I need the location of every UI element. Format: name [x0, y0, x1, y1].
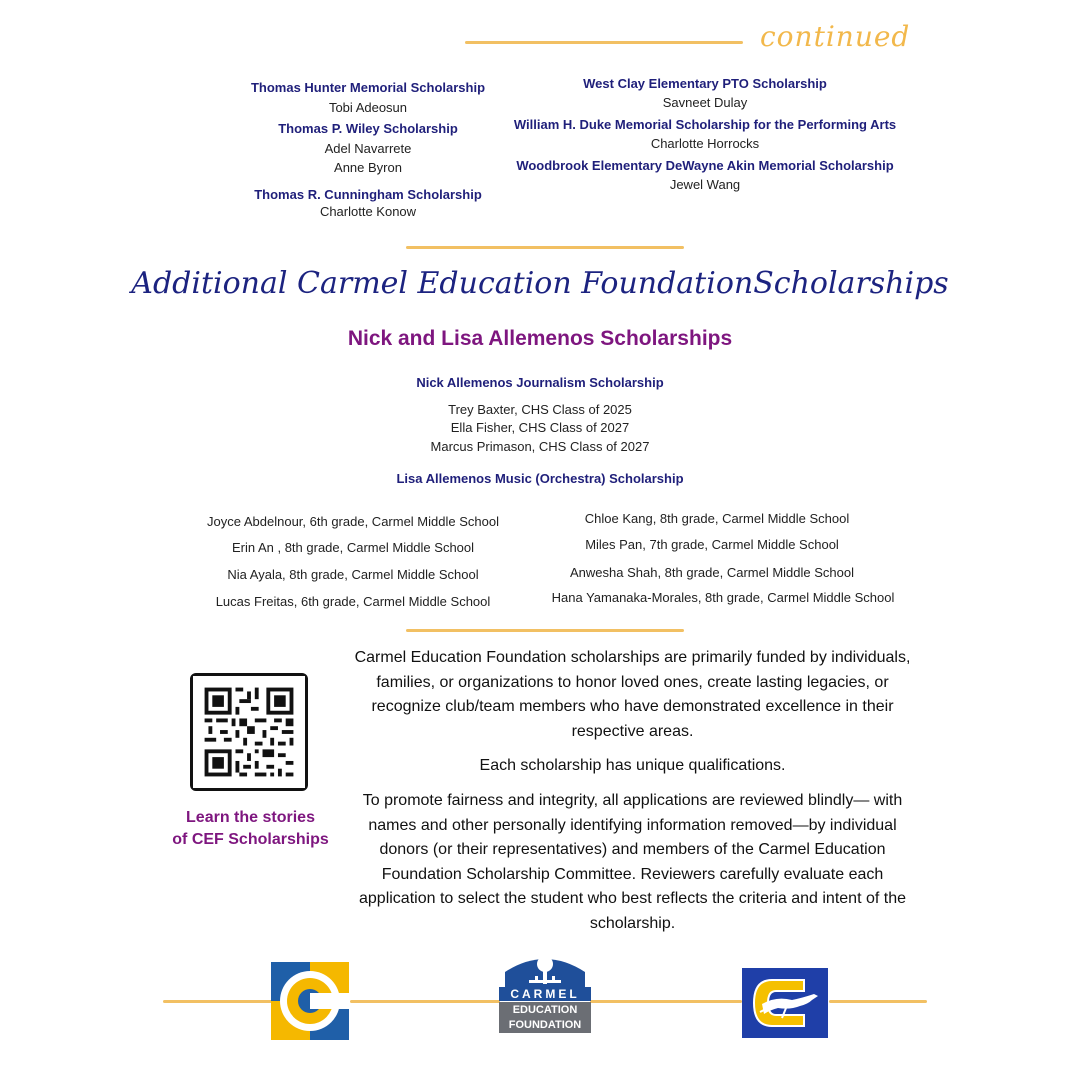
- music-recipient: Anwesha Shah, 8th grade, Carmel Middle School: [570, 565, 854, 580]
- cef-tree-icon: [499, 950, 591, 990]
- scholarship-title: Woodbrook Elementary DeWayne Akin Memorial Scholarship: [516, 158, 894, 173]
- journalism-recipient: Ella Fisher, CHS Class of 2027: [450, 420, 630, 435]
- music-recipient: Lucas Freitas, 6th grade, Carmel Middle School: [215, 594, 491, 609]
- recipient-name: Charlotte Horrocks: [650, 136, 760, 151]
- music-recipient: Miles Pan, 7th grade, Carmel Middle School: [585, 537, 839, 552]
- journalism-recipient: Marcus Primason, CHS Class of 2027: [430, 439, 650, 454]
- music-scholarship-title: Lisa Allemenos Music (Orchestra) Scholarship: [396, 471, 684, 486]
- continued-label: continued: [760, 20, 911, 53]
- qr-code[interactable]: [190, 673, 308, 791]
- music-recipient: Hana Yamanaka-Morales, 8th grade, Carmel Middle School: [551, 590, 895, 605]
- info-paragraph-fairness: To promote fairness and integrity, all applications are reviewed blindly— with names and other personally identifying information removed—by individual donors (or their representatives) and members of the Carmel Education Foundation Scholarship Committee. Reviewers carefully evaluate each application to select the student who best reflects the criteria and intent of the scholarship.: [359, 792, 906, 932]
- carmel-c-logo: [271, 962, 349, 1040]
- footer-line: [590, 1000, 742, 1003]
- allemenos-subheading: Nick and Lisa Allemenos Scholarships: [347, 327, 733, 350]
- music-recipient: Nia Ayala, 8th grade, Carmel Middle School: [227, 567, 479, 582]
- cef-logo: [499, 950, 591, 1035]
- music-recipient: Chloe Kang, 8th grade, Carmel Middle School: [584, 511, 850, 526]
- recipient-name: Tobi Adeosun: [328, 100, 408, 115]
- section-divider: [406, 629, 684, 632]
- scholarship-title: Thomas R. Cunningham Scholarship: [254, 187, 482, 202]
- cef-logo-carmel: CARMEL: [499, 987, 591, 1001]
- greyhound-c-logo: [742, 968, 828, 1038]
- recipient-name: Jewel Wang: [669, 177, 741, 192]
- scholarship-title: West Clay Elementary PTO Scholarship: [583, 76, 827, 91]
- additional-scholarships-heading: Additional Carmel Education FoundationScholarships: [131, 266, 949, 301]
- recipient-name: Savneet Dulay: [662, 95, 748, 110]
- footer-line: [163, 1000, 273, 1003]
- music-recipient: Joyce Abdelnour, 6th grade, Carmel Middle School: [207, 514, 499, 529]
- footer-line: [350, 1000, 500, 1003]
- music-recipient: Erin An , 8th grade, Carmel Middle School: [231, 540, 475, 555]
- scholarship-title: Thomas P. Wiley Scholarship: [278, 121, 458, 136]
- scholarship-title: Thomas Hunter Memorial Scholarship: [250, 80, 486, 95]
- cef-logo-education: EDUCATION: [499, 1002, 591, 1018]
- scholarship-title: William H. Duke Memorial Scholarship for the Performing Arts: [513, 117, 897, 132]
- journalism-recipient: Trey Baxter, CHS Class of 2025: [448, 402, 632, 417]
- cef-logo-foundation: FOUNDATION: [499, 1017, 591, 1033]
- recipient-name: Charlotte Konow: [319, 204, 417, 219]
- footer-line: [829, 1000, 927, 1003]
- right-scholarship-column: [490, 76, 920, 192]
- top-divider: [465, 41, 743, 44]
- section-divider: [406, 246, 684, 249]
- qr-caption-line: of CEF Scholarships: [172, 831, 329, 848]
- qr-caption-line: Learn the stories: [186, 809, 315, 826]
- qr-code-graphic: [193, 676, 305, 788]
- info-paragraph-funding: Carmel Education Foundation scholarships are primarily funded by individuals, families, or organizations to honor loved ones, create lasting legacies, or recognize club/team members who have demonstrated excellence in their respective areas.: [354, 649, 911, 740]
- info-paragraph-qualifications: Each scholarship has unique qualifications.: [479, 757, 786, 774]
- recipient-name: Adel Navarrete: [324, 141, 412, 156]
- journalism-scholarship-title: Nick Allemenos Journalism Scholarship: [416, 375, 664, 390]
- qr-caption-link[interactable]: [168, 807, 333, 851]
- recipient-name: Anne Byron: [334, 160, 402, 175]
